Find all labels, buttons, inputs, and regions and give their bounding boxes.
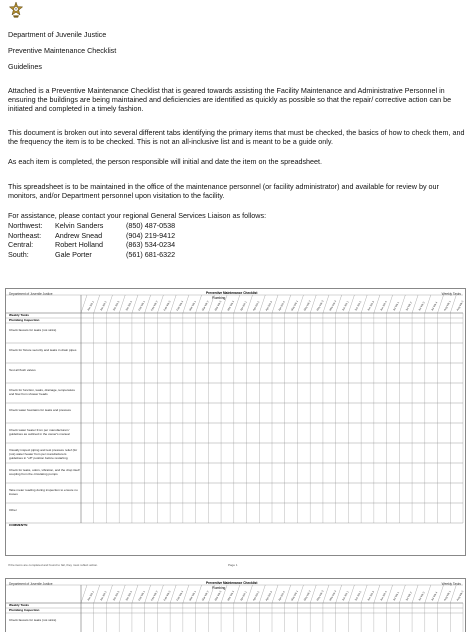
column-header: Jul Wk 4 [430, 301, 439, 312]
contact-row [8, 231, 206, 241]
intro-paragraph: Attached is a Preventive Maintenance Checklist that is geared towards assisting the Facility Maintenance and Administrative Personnel in ensuring the buildings are being maintained and deficiencies are identified as quickly as possible so that the repair/ corrective action can be initiated and completed in a timely fashion. [8, 86, 452, 113]
column-header: Feb Wk 4 [176, 300, 185, 312]
column-header: May Wk 3 [316, 590, 325, 602]
column-header: Jul Wk 1 [392, 301, 401, 312]
column-header: Jun Wk 2 [354, 300, 363, 312]
column-header: Jul Wk 1 [392, 591, 401, 602]
column-header: Jan Wk 3 [112, 300, 121, 312]
tabs-paragraph: This document is broken out into several different tabs identifying the primary items that must be checked, the basics of how to check them, and the frequency the item is to be checked. This is not an all-inclusive list and is meant to be a guide only. [8, 128, 465, 146]
column-header: Apr Wk 4 [277, 300, 286, 312]
column-header: Mar Wk 2 [201, 300, 210, 312]
initial-paragraph: As each item is completed, the person responsible will initial and date the item on the spreadsheet. [8, 157, 323, 166]
column-header: Jul Wk 3 [417, 301, 426, 312]
column-header: Jul Wk 4 [430, 591, 439, 602]
contact-name: Andrew Snead [55, 230, 103, 240]
contact-row [8, 240, 206, 250]
column-header: Jun Wk 3 [367, 300, 376, 312]
contact-phone: (850) 487-0538 [126, 221, 176, 230]
contact-region: Central: [8, 240, 34, 250]
task-row-label: Other [9, 508, 17, 512]
section-heading: Guidelines [8, 62, 42, 71]
column-header: Feb Wk 2 [150, 590, 159, 602]
column-header: Aug Wk 1 [443, 590, 452, 602]
contact-row [8, 250, 206, 260]
column-header: Jan Wk 2 [99, 590, 108, 602]
column-header: Jun Wk 3 [367, 590, 376, 602]
column-header: Mar Wk 4 [226, 590, 236, 602]
column-header: May Wk 3 [316, 300, 325, 312]
column-header: Jul Wk 2 [405, 301, 413, 312]
contact-name: Robert Holland [55, 240, 103, 250]
contact-name: Kelvin Sanders [55, 221, 104, 230]
column-header: Mar Wk 1 [188, 590, 197, 602]
task-row-label: Take meter reading during inspection to ensure no losses [9, 488, 78, 496]
column-header: Apr Wk 1 [239, 590, 248, 602]
column-header: Jun Wk 1 [341, 590, 350, 602]
sheet-footer-note: If the items are completed and found to fail, they must reflect action. [8, 563, 99, 567]
contact-region: South: [8, 250, 29, 260]
section-label: Weekly Tasks [9, 312, 30, 317]
column-header: Jul Wk 2 [405, 591, 413, 602]
column-header: Jun Wk 4 [379, 590, 388, 602]
contact-phone: (863) 534-0234 [126, 240, 176, 250]
department-seal-icon [9, 2, 23, 18]
sheet-org: Department of Juvenile Justice [9, 582, 53, 586]
column-header: Feb Wk 2 [150, 300, 159, 312]
column-header: Jan Wk 1 [86, 300, 95, 312]
column-header: Apr Wk 1 [239, 300, 248, 312]
contact-row [8, 221, 206, 231]
maintenance-paragraph: This spreadsheet is to be maintained in the office of the maintenance personnel (or facility administrator) and available for review by our monitors, and/or Department personnel upon visitation to the facility. [8, 182, 439, 200]
task-row-label: Visually inspect piping and test pressure relief (for (not) water heater from per manufacturers guidelines in "off" position before restarting [9, 448, 78, 460]
sheet-org: Department of Juvenile Justice [9, 292, 53, 296]
column-header: Feb Wk 1 [137, 300, 146, 312]
column-header: Jan Wk 2 [99, 300, 108, 312]
task-row-label: Check for function, leaks, drainage, temperature and flow from shower heads [9, 388, 76, 396]
sheet-page-number: Page 1 [228, 563, 238, 567]
sheet-subtitle: Plumbing [212, 296, 226, 300]
column-header: Jan Wk 4 [125, 590, 134, 602]
task-row-label: Check faucets for leaks (not sinks) [9, 328, 57, 332]
task-row-label: Check water heater from per manufacturers' guidelines as outlined in the owner's manual [9, 428, 70, 436]
contact-region: Northeast: [8, 230, 42, 240]
document-title: Preventive Maintenance Checklist [8, 46, 117, 55]
column-header: Jan Wk 3 [112, 590, 121, 602]
contact-phone: (561) 681-6322 [126, 250, 176, 260]
column-header: Jun Wk 4 [379, 300, 388, 312]
assistance-paragraph: For assistance, please contact your regional General Services Liaison as follows: [8, 211, 267, 220]
column-header: Feb Wk 1 [137, 590, 146, 602]
section-label: Plumbing Inspection [9, 317, 40, 322]
contacts-list [8, 221, 206, 260]
column-header: Jan Wk 4 [125, 300, 134, 312]
contact-region: Northwest: [8, 221, 43, 230]
comments-label: COMMENTS: [9, 523, 29, 527]
column-header: Jan Wk 1 [86, 590, 95, 602]
section-label: Plumbing Inspection [9, 607, 40, 612]
sheet-frequency: Weekly Tasks [441, 292, 461, 296]
column-header: Mar Wk 3 [214, 300, 223, 312]
section-label: Weekly Tasks [9, 602, 30, 607]
column-header: Jun Wk 2 [354, 590, 363, 602]
column-header: Aug Wk 1 [443, 300, 452, 312]
column-header: Aug Wk 2 [456, 300, 465, 312]
column-header: May Wk 1 [290, 590, 300, 602]
column-header: Mar Wk 3 [214, 590, 223, 602]
sheet-title: Preventive Maintenance Checklist [206, 581, 258, 585]
column-header: Jun Wk 1 [341, 300, 350, 312]
column-header: Apr Wk 2 [252, 590, 261, 602]
contact-phone: (904) 219-9412 [126, 230, 176, 240]
column-header: Apr Wk 4 [277, 590, 286, 602]
task-row-label: Check for leaks, odors, vibration, and the drop itself coupling from the circulating pumps [9, 468, 80, 476]
column-header: May Wk 4 [328, 590, 338, 602]
column-header: Apr Wk 3 [265, 300, 274, 312]
column-header: Mar Wk 1 [188, 300, 197, 312]
task-row-label: Check water fountains for leaks and pressure [9, 408, 72, 412]
column-header: Feb Wk 3 [163, 590, 172, 602]
column-header: Mar Wk 4 [226, 300, 236, 312]
column-header: Aug Wk 2 [456, 590, 465, 602]
checklist-sheet-page2 [5, 578, 466, 632]
contact-name: Gale Porter [55, 250, 92, 260]
column-header: Feb Wk 3 [163, 300, 172, 312]
column-header: Jul Wk 3 [417, 591, 426, 602]
department-name: Department of Juvenile Justice [8, 30, 107, 39]
column-header: May Wk 2 [303, 300, 312, 312]
task-row-label: Check for fixture security and leaks in drain pipes [9, 348, 77, 352]
column-header: Apr Wk 3 [265, 590, 274, 602]
sheet-title: Preventive Maintenance Checklist [206, 291, 258, 295]
task-row-label: Check faucets for leaks (not sinks) [9, 618, 57, 622]
sheet-subtitle: Plumbing [212, 586, 226, 590]
column-header: Feb Wk 4 [176, 590, 185, 602]
column-header: May Wk 1 [290, 300, 300, 312]
column-header: Apr Wk 2 [252, 300, 261, 312]
task-row-label: Test all flush valves [9, 368, 36, 372]
checklist-sheet [5, 288, 466, 556]
column-header: May Wk 4 [328, 300, 338, 312]
column-header: Mar Wk 2 [201, 590, 210, 602]
sheet-frequency: Weekly Tasks [441, 582, 461, 586]
column-header: May Wk 2 [303, 590, 312, 602]
